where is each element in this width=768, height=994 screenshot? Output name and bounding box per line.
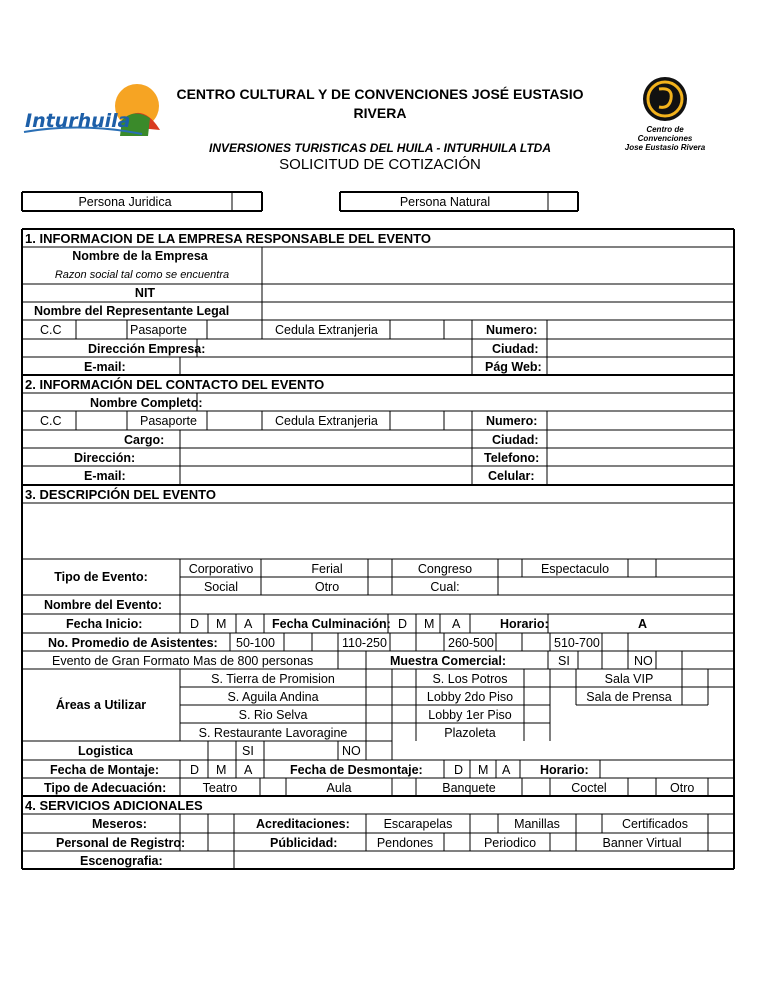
area-los-potros: S. Los Potros [432, 672, 508, 686]
s1-cedula-ext-label: Cedula Extranjeria [275, 323, 378, 337]
large-event-label: Evento de Gran Formato Mas de 800 personas [52, 654, 314, 668]
logo-text-line2: Convenciones [637, 134, 693, 143]
layout-otro-checkbox[interactable] [709, 779, 733, 795]
persona-juridica-checkbox[interactable] [233, 193, 261, 210]
cellphone-label: Celular: [488, 469, 535, 483]
area-aguila-andina: S. Aguila Andina [227, 690, 319, 704]
newspaper-checkbox[interactable] [551, 834, 575, 850]
teardown-day: D [454, 763, 464, 777]
layout-aula: Aula [326, 781, 352, 795]
contact-name-label: Nombre Completo: [90, 396, 203, 410]
nit-label: NIT [134, 286, 156, 300]
scenography-field[interactable] [235, 852, 733, 868]
logistics-no: NO [342, 744, 361, 758]
wristbands-label: Manillas [514, 817, 560, 831]
s2-numero-label: Numero: [486, 414, 538, 428]
phone-field[interactable] [548, 449, 733, 465]
scenography-label: Escenografia: [80, 854, 163, 868]
attendees-label: No. Promedio de Asistentes: [48, 636, 218, 650]
attendees-range-3-checkbox[interactable] [497, 634, 521, 650]
end-day: D [398, 617, 408, 631]
area-tierra-promision: S. Tierra de Promision [211, 672, 335, 686]
layout-banquete-checkbox[interactable] [523, 779, 549, 795]
area-col3-checkboxes[interactable] [683, 670, 707, 704]
logistics-label: Logistica [78, 744, 133, 758]
company-subtitle: INVERSIONES TURISTICAS DEL HUILA - INTURHUILA LTDA [209, 141, 551, 155]
center-title-line2: RIVERA [353, 105, 407, 121]
event-type-label: Tipo de Evento: [54, 570, 148, 584]
start-date-label: Fecha Inicio: [66, 617, 143, 631]
trade-show-no: NO [634, 654, 653, 668]
nit-field[interactable] [263, 285, 733, 301]
type-otro-checkbox[interactable] [369, 578, 391, 594]
setup-year: A [244, 763, 253, 777]
certificates-checkbox[interactable] [709, 815, 733, 832]
layout-teatro: Teatro [202, 781, 238, 795]
start-year: A [244, 617, 253, 631]
waiters-checkbox[interactable] [181, 815, 207, 832]
setup-day: D [190, 763, 200, 777]
s2-email-field[interactable] [181, 467, 471, 484]
layout-coctel: Coctel [571, 781, 607, 795]
certificates-label: Certificados [622, 817, 688, 831]
s1-pasaporte-label: Pasaporte [130, 323, 187, 337]
layout-type-label: Tipo de Adecuación: [44, 781, 167, 795]
logistics-no-checkbox[interactable] [367, 742, 391, 759]
attendees-range-4-checkbox[interactable] [603, 634, 627, 650]
legal-rep-label: Nombre del Representante Legal [34, 304, 230, 318]
teardown-date-label: Fecha de Desmontaje: [290, 763, 423, 777]
section3-title: 3. DESCRIPCIÓN DEL EVENTO [25, 487, 216, 502]
type-espectaculo: Espectaculo [540, 562, 610, 576]
s2-numero-field[interactable] [548, 412, 733, 429]
website-label: Pág Web: [485, 360, 542, 374]
section4-title: 4. SERVICIOS ADICIONALES [25, 798, 203, 813]
area-lobby-1: Lobby 1er Piso [428, 708, 512, 722]
advertising-label: Públicidad: [270, 836, 338, 850]
logo-text-line3: Jose Eustasio Rivera [624, 143, 706, 152]
banners-checkbox[interactable] [445, 834, 469, 850]
setup-date-label: Fecha de Montaje: [50, 763, 160, 777]
teardown-month: M [478, 763, 489, 777]
teardown-year: A [502, 763, 511, 777]
area-plazoleta: Plazoleta [444, 726, 496, 740]
layout-otro: Otro [670, 781, 695, 795]
setup-schedule-label: Horario: [540, 763, 589, 777]
badges-label: Escarapelas [383, 817, 453, 831]
type-cual: Cual: [430, 580, 460, 594]
attendees-range-1: 50-100 [236, 636, 275, 650]
virtual-banner-checkbox[interactable] [709, 834, 733, 850]
area-restaurante: S. Restaurante Lavoragine [198, 726, 348, 740]
area-sala-vip: Sala VIP [604, 672, 654, 686]
s2-cedula-ext-label: Cedula Extranjeria [275, 414, 378, 428]
cellphone-field[interactable] [548, 467, 733, 484]
section2-title: 2. INFORMACIÓN DEL CONTACTO DEL EVENTO [25, 377, 325, 392]
s2-address-label: Dirección: [74, 451, 136, 465]
event-name-label: Nombre del Evento: [44, 598, 163, 612]
start-day: D [190, 617, 200, 631]
type-corporativo: Corporativo [188, 562, 254, 576]
trade-show-no-checkbox[interactable] [657, 652, 681, 668]
s1-email-field[interactable] [181, 358, 471, 374]
s1-city-field[interactable] [548, 340, 733, 356]
event-name-field[interactable] [181, 596, 733, 613]
company-name-label: Nombre de la Empresa [72, 249, 208, 263]
contact-name-field[interactable] [198, 394, 733, 410]
type-ferial-checkbox[interactable] [369, 560, 391, 576]
banners-label: Pendones [376, 836, 434, 850]
persona-natural-label: Persona Natural [399, 195, 491, 209]
type-ferial: Ferial [311, 562, 343, 576]
s1-city-label: Ciudad: [492, 342, 539, 356]
setup-schedule-field[interactable] [601, 761, 733, 777]
position-field[interactable] [181, 431, 471, 447]
event-description-area[interactable] [23, 504, 733, 558]
company-address-label: Dirección Empresa: [88, 342, 206, 356]
start-month: M [216, 617, 227, 631]
s2-address-field[interactable] [181, 449, 471, 465]
attendees-range-4: 510-700 [554, 636, 600, 650]
s2-cc-label: C.C [40, 414, 62, 428]
legal-rep-field[interactable] [263, 303, 733, 319]
type-corporativo-checkbox[interactable] [262, 560, 285, 576]
s2-email-label: E-mail: [84, 469, 126, 483]
section1-title: 1. INFORMACION DE LA EMPRESA RESPONSABLE DEL EVENTO [25, 231, 431, 246]
trade-show-si: SI [558, 654, 570, 668]
attendees-range-2-checkbox[interactable] [391, 634, 415, 650]
accreditations-label: Acreditaciones: [256, 817, 350, 831]
s1-email-label: E-mail: [84, 360, 126, 374]
layout-banquete: Banquete [442, 781, 496, 795]
inturhuila-logo-text: Inturhuila [25, 110, 131, 132]
area-col2-checkboxes[interactable] [525, 670, 549, 740]
layout-aula-checkbox[interactable] [393, 779, 415, 795]
trade-show-si-checkbox[interactable] [603, 652, 627, 668]
setup-month: M [216, 763, 227, 777]
website-field[interactable] [548, 358, 733, 374]
legal-name-hint: Razon social tal como se encuentra [54, 269, 230, 281]
form-title: SOLICITUD DE COTIZACIÓN [279, 156, 481, 173]
end-month: M [424, 617, 435, 631]
waiters-label: Meseros: [92, 817, 147, 831]
center-title-line1: CENTRO CULTURAL Y DE CONVENCIONES JOSÉ EUSTASIO [176, 86, 584, 102]
registration-staff-checkbox[interactable] [181, 834, 207, 850]
type-espectaculo-checkbox[interactable] [629, 560, 655, 576]
s2-pasaporte-label: Pasaporte [140, 414, 197, 428]
type-congreso-checkbox[interactable] [499, 560, 521, 576]
s1-numero-label: Numero: [486, 323, 538, 337]
end-year: A [452, 617, 461, 631]
phone-label: Telefono: [484, 451, 540, 465]
virtual-banner-label: Banner Virtual [602, 836, 682, 850]
schedule-from-field[interactable] [549, 615, 629, 632]
end-date-label: Fecha Culminación: [272, 617, 391, 631]
layout-teatro-checkbox[interactable] [261, 779, 285, 795]
wristbands-checkbox[interactable] [577, 815, 601, 832]
logistics-si-checkbox[interactable] [265, 742, 337, 759]
company-name-field[interactable] [263, 248, 733, 283]
area-rio-selva: S. Rio Selva [238, 708, 308, 722]
s1-numero-field[interactable] [548, 321, 733, 338]
attendees-range-1-checkbox[interactable] [285, 634, 311, 650]
persona-natural-checkbox[interactable] [549, 193, 577, 210]
attendees-range-2: 110-250 [342, 636, 387, 650]
type-cual-field[interactable] [499, 578, 733, 594]
area-col1-checkboxes[interactable] [367, 670, 391, 740]
s2-city-field[interactable] [548, 431, 733, 447]
logistics-si: SI [242, 744, 254, 758]
position-label: Cargo: [124, 433, 165, 447]
trade-show-label: Muestra Comercial: [390, 654, 507, 668]
registration-staff-label: Personal de Registro: [56, 836, 186, 850]
company-address-field[interactable] [198, 340, 471, 356]
area-sala-prensa: Sala de Prensa [586, 690, 672, 704]
type-congreso: Congreso [417, 562, 473, 576]
type-social: Social [203, 580, 239, 594]
logo-text-line1: Centro de [646, 125, 684, 134]
schedule-label: Horario: [500, 617, 549, 631]
persona-juridica-label: Persona Juridica [78, 195, 172, 209]
s1-cc-label: C.C [40, 323, 62, 337]
area-lobby-2: Lobby 2do Piso [426, 690, 514, 704]
attendees-range-3: 260-500 [448, 636, 494, 650]
large-event-checkbox[interactable] [339, 652, 365, 668]
schedule-separator: A [638, 617, 648, 631]
s2-city-label: Ciudad: [492, 433, 539, 447]
type-otro: Otro [314, 580, 340, 594]
badges-checkbox[interactable] [471, 815, 497, 832]
type-social-checkbox[interactable] [262, 578, 285, 594]
newspaper-label: Periodico [483, 836, 537, 850]
schedule-to-field[interactable] [655, 615, 733, 632]
areas-label: Áreas a Utilizar [55, 698, 147, 712]
layout-coctel-checkbox[interactable] [629, 779, 655, 795]
